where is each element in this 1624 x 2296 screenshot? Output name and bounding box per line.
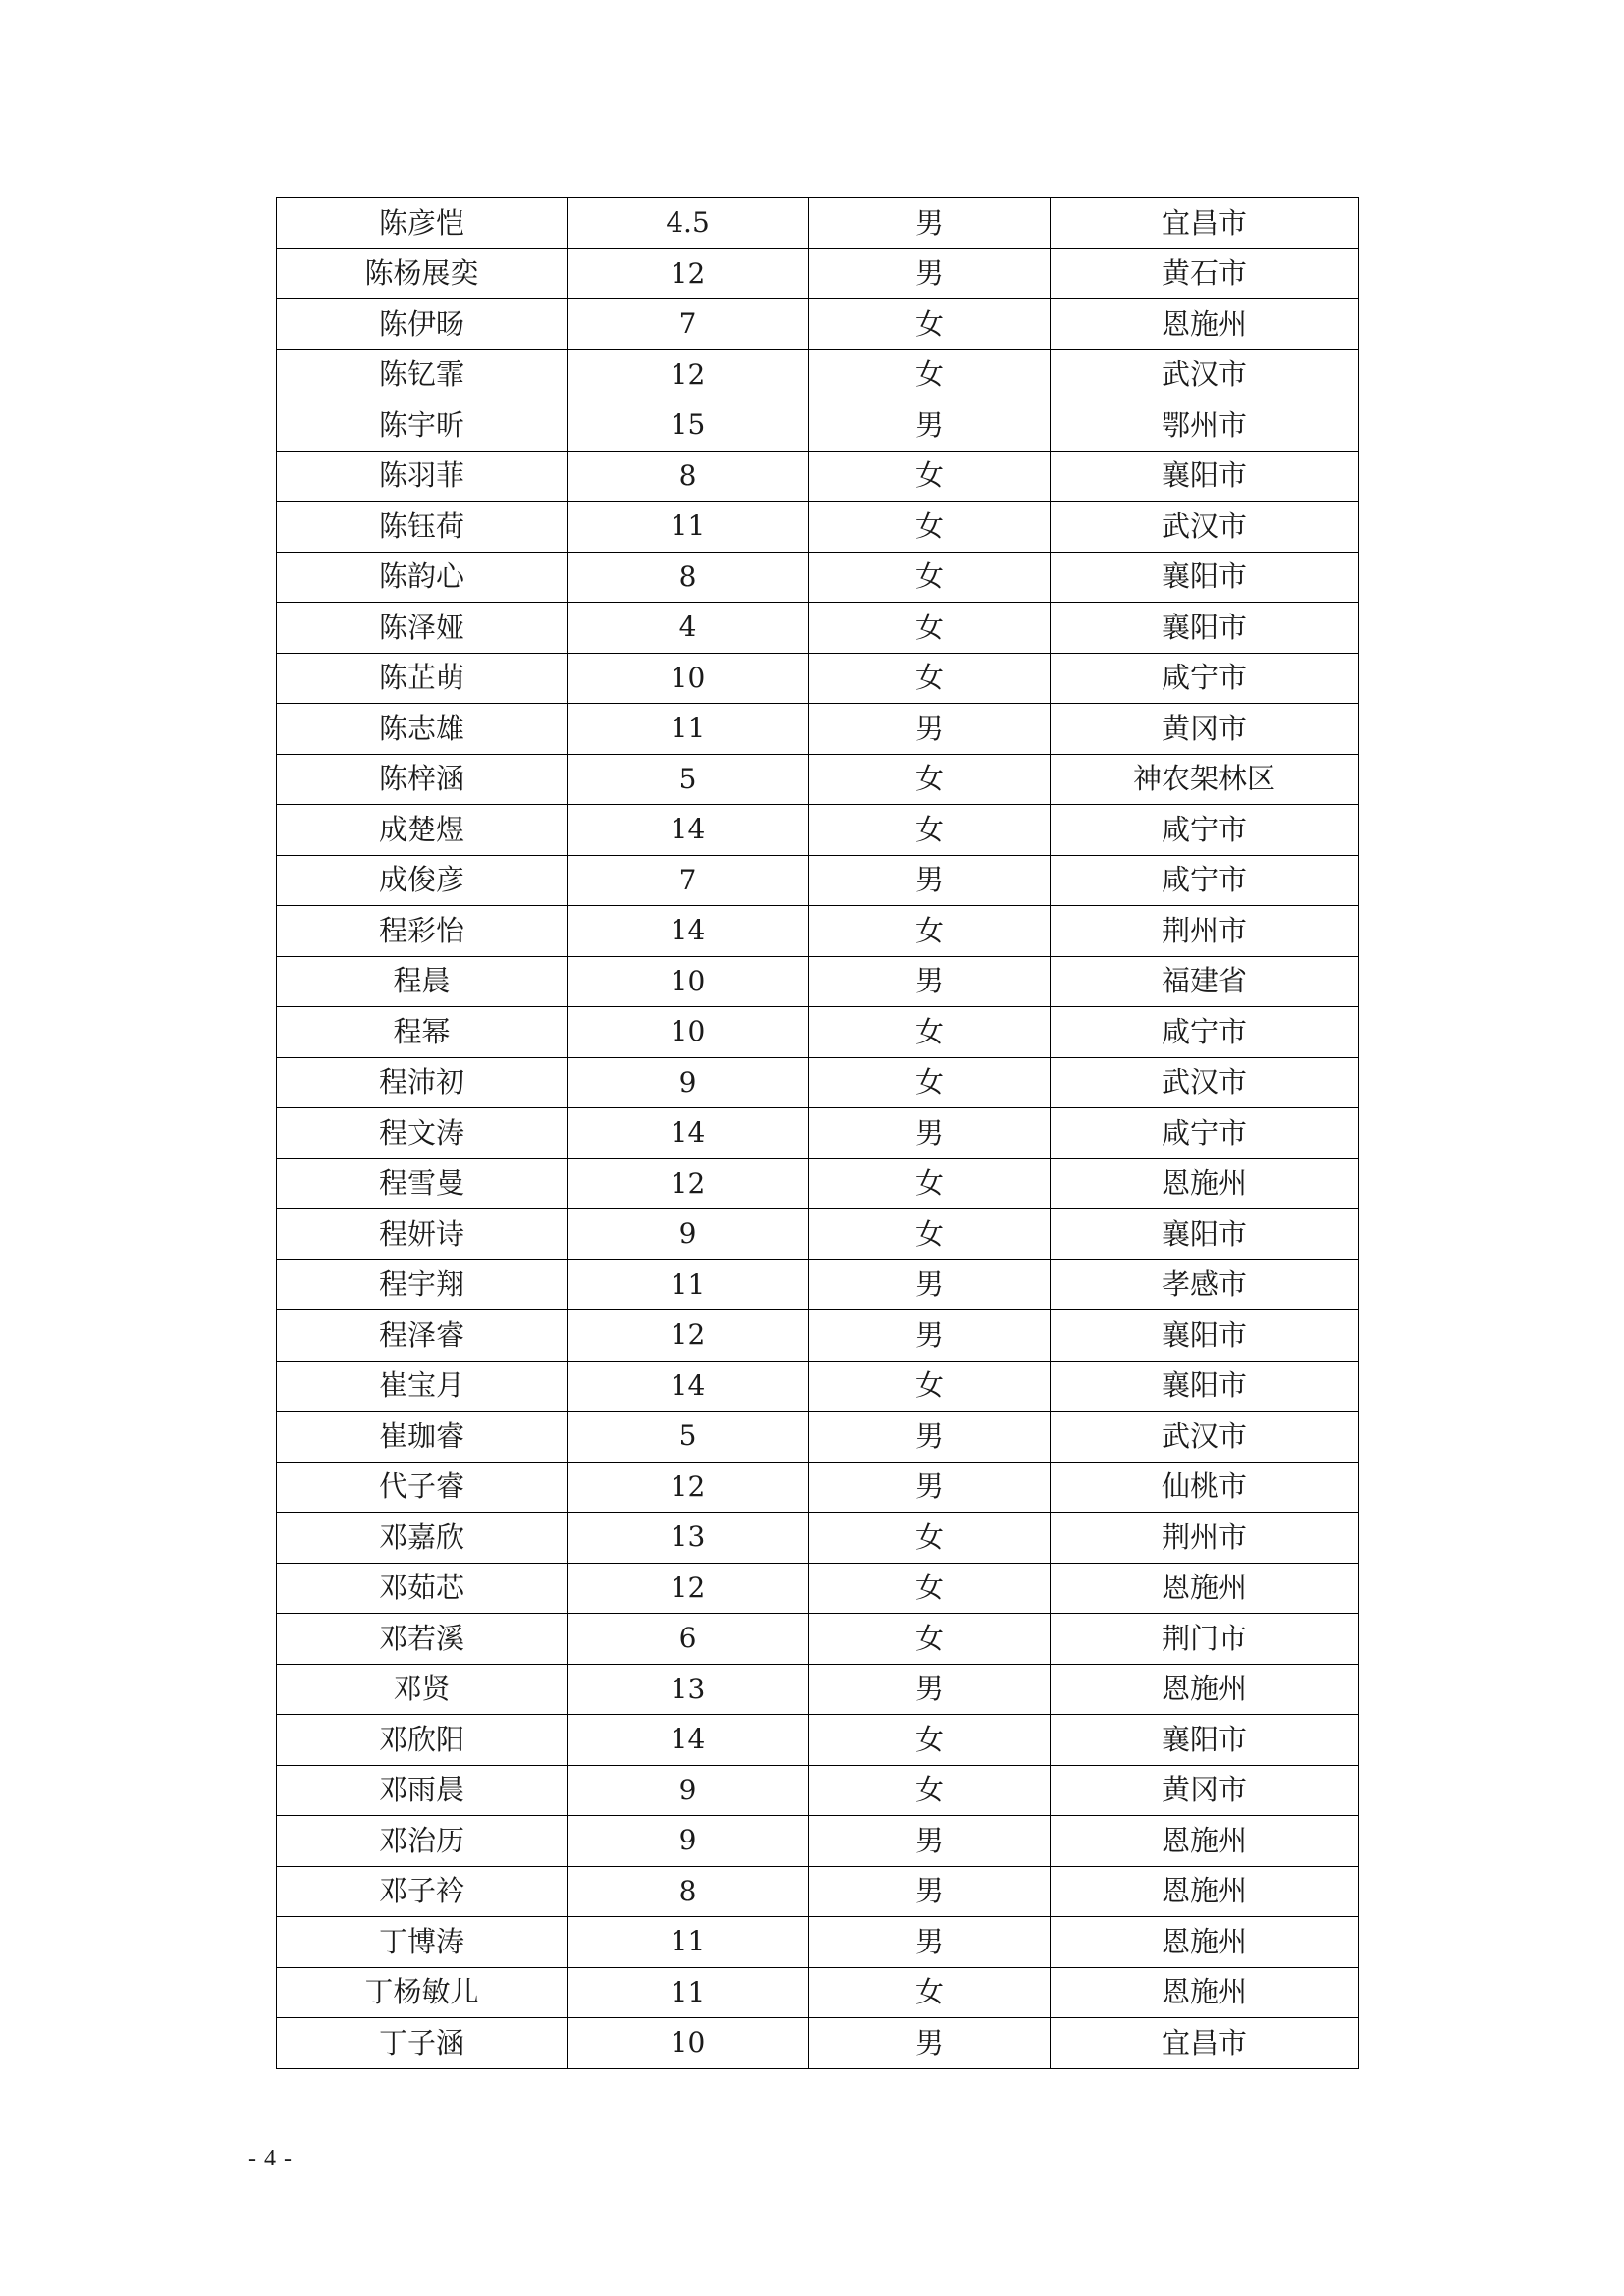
gender-cell: 女 [809,1361,1051,1412]
table-row [277,198,1359,249]
table-row [277,1310,1359,1362]
age-cell: 6 [568,1614,809,1665]
age-cell: 12 [568,1158,809,1209]
region-cell: 武汉市 [1051,1057,1359,1108]
gender-cell: 女 [809,1715,1051,1766]
region-cell: 武汉市 [1051,349,1359,400]
age-cell: 10 [568,956,809,1007]
name-cell: 邓欣阳 [277,1715,568,1766]
gender-cell: 女 [809,603,1051,654]
gender-cell: 男 [809,855,1051,906]
region-cell: 咸宁市 [1051,1007,1359,1058]
region-cell: 黄石市 [1051,248,1359,299]
region-cell: 福建省 [1051,956,1359,1007]
table-row [277,349,1359,400]
age-cell: 9 [568,1765,809,1816]
region-cell: 襄阳市 [1051,451,1359,502]
name-cell: 丁杨敏儿 [277,1967,568,2018]
age-cell: 12 [568,349,809,400]
age-cell: 13 [568,1513,809,1564]
gender-cell: 女 [809,299,1051,350]
age-cell: 7 [568,855,809,906]
region-cell: 宜昌市 [1051,198,1359,249]
table-row [277,1158,1359,1209]
gender-cell: 男 [809,1462,1051,1513]
name-cell: 陈钇霏 [277,349,568,400]
region-cell: 恩施州 [1051,1563,1359,1614]
age-cell: 10 [568,1007,809,1058]
region-cell: 恩施州 [1051,1917,1359,1968]
region-cell: 宜昌市 [1051,2018,1359,2069]
name-cell: 代子睿 [277,1462,568,1513]
age-cell: 11 [568,704,809,755]
gender-cell: 女 [809,1007,1051,1058]
table-row [277,2018,1359,2069]
region-cell: 襄阳市 [1051,1209,1359,1260]
name-cell: 成俊彦 [277,855,568,906]
name-cell: 陈彦恺 [277,198,568,249]
name-cell: 崔宝月 [277,1361,568,1412]
name-cell: 邓贤 [277,1664,568,1715]
region-cell: 恩施州 [1051,299,1359,350]
name-cell: 丁子涵 [277,2018,568,2069]
age-cell: 11 [568,1259,809,1310]
name-cell: 陈韵心 [277,552,568,603]
gender-cell: 女 [809,1563,1051,1614]
gender-cell: 男 [809,1866,1051,1917]
region-cell: 恩施州 [1051,1967,1359,2018]
roster-table-body [277,198,1359,2069]
name-cell: 成楚煜 [277,805,568,856]
name-cell: 程泽睿 [277,1310,568,1362]
gender-cell: 女 [809,451,1051,502]
region-cell: 恩施州 [1051,1158,1359,1209]
age-cell: 10 [568,2018,809,2069]
age-cell: 12 [568,1462,809,1513]
table-row [277,299,1359,350]
table-row [277,1412,1359,1463]
gender-cell: 女 [809,502,1051,553]
region-cell: 咸宁市 [1051,805,1359,856]
region-cell: 荆州市 [1051,906,1359,957]
age-cell: 5 [568,754,809,805]
name-cell: 程幂 [277,1007,568,1058]
gender-cell: 男 [809,1917,1051,1968]
name-cell: 陈志雄 [277,704,568,755]
age-cell: 14 [568,1361,809,1412]
region-cell: 荆门市 [1051,1614,1359,1665]
name-cell: 陈泽娅 [277,603,568,654]
age-cell: 14 [568,906,809,957]
name-cell: 程彩怡 [277,906,568,957]
table-row [277,1563,1359,1614]
region-cell: 襄阳市 [1051,1715,1359,1766]
table-row [277,1209,1359,1260]
name-cell: 陈羽菲 [277,451,568,502]
gender-cell: 男 [809,248,1051,299]
table-row [277,1361,1359,1412]
region-cell: 襄阳市 [1051,552,1359,603]
region-cell: 襄阳市 [1051,603,1359,654]
name-cell: 陈伊旸 [277,299,568,350]
name-cell: 程宇翔 [277,1259,568,1310]
age-cell: 8 [568,451,809,502]
age-cell: 10 [568,653,809,704]
region-cell: 荆州市 [1051,1513,1359,1564]
age-cell: 9 [568,1057,809,1108]
region-cell: 咸宁市 [1051,653,1359,704]
gender-cell: 男 [809,704,1051,755]
table-row [277,1007,1359,1058]
age-cell: 5 [568,1412,809,1463]
age-cell: 14 [568,1108,809,1159]
gender-cell: 男 [809,1412,1051,1463]
name-cell: 陈钰荷 [277,502,568,553]
table-row [277,552,1359,603]
table-row [277,1816,1359,1867]
roster-table [276,197,1359,2069]
age-cell: 11 [568,1967,809,2018]
region-cell: 孝感市 [1051,1259,1359,1310]
age-cell: 14 [568,805,809,856]
table-row [277,704,1359,755]
table-row [277,1462,1359,1513]
age-cell: 13 [568,1664,809,1715]
gender-cell: 女 [809,906,1051,957]
name-cell: 程沛初 [277,1057,568,1108]
table-row [277,754,1359,805]
table-row [277,400,1359,452]
age-cell: 11 [568,502,809,553]
age-cell: 8 [568,552,809,603]
region-cell: 襄阳市 [1051,1310,1359,1362]
gender-cell: 女 [809,349,1051,400]
name-cell: 程妍诗 [277,1209,568,1260]
table-row [277,1917,1359,1968]
age-cell: 15 [568,400,809,452]
gender-cell: 男 [809,1259,1051,1310]
region-cell: 恩施州 [1051,1866,1359,1917]
gender-cell: 女 [809,754,1051,805]
gender-cell: 女 [809,653,1051,704]
gender-cell: 男 [809,400,1051,452]
table-row [277,855,1359,906]
table-row [277,1866,1359,1917]
name-cell: 陈芷萌 [277,653,568,704]
gender-cell: 男 [809,198,1051,249]
gender-cell: 女 [809,1614,1051,1665]
gender-cell: 男 [809,1664,1051,1715]
name-cell: 邓茹芯 [277,1563,568,1614]
region-cell: 襄阳市 [1051,1361,1359,1412]
name-cell: 崔珈睿 [277,1412,568,1463]
age-cell: 7 [568,299,809,350]
age-cell: 9 [568,1816,809,1867]
region-cell: 黄冈市 [1051,704,1359,755]
age-cell: 12 [568,1310,809,1362]
region-cell: 神农架林区 [1051,754,1359,805]
region-cell: 仙桃市 [1051,1462,1359,1513]
gender-cell: 男 [809,2018,1051,2069]
region-cell: 恩施州 [1051,1816,1359,1867]
region-cell: 黄冈市 [1051,1765,1359,1816]
region-cell: 鄂州市 [1051,400,1359,452]
gender-cell: 女 [809,1967,1051,2018]
table-row [277,653,1359,704]
name-cell: 陈杨展奕 [277,248,568,299]
gender-cell: 女 [809,552,1051,603]
table-row [277,1765,1359,1816]
gender-cell: 男 [809,1816,1051,1867]
gender-cell: 女 [809,1057,1051,1108]
gender-cell: 女 [809,1209,1051,1260]
table-row [277,1108,1359,1159]
page-number: - 4 - [248,2146,293,2171]
name-cell: 邓子衿 [277,1866,568,1917]
gender-cell: 女 [809,1513,1051,1564]
name-cell: 邓若溪 [277,1614,568,1665]
age-cell: 12 [568,248,809,299]
age-cell: 4.5 [568,198,809,249]
table-row [277,1664,1359,1715]
table-row [277,1614,1359,1665]
gender-cell: 男 [809,956,1051,1007]
name-cell: 邓雨晨 [277,1765,568,1816]
age-cell: 4 [568,603,809,654]
table-row [277,248,1359,299]
table-row [277,805,1359,856]
table-row [277,1057,1359,1108]
name-cell: 程雪曼 [277,1158,568,1209]
table-row [277,1967,1359,2018]
table-row [277,451,1359,502]
table-row [277,1259,1359,1310]
name-cell: 邓嘉欣 [277,1513,568,1564]
region-cell: 咸宁市 [1051,1108,1359,1159]
age-cell: 11 [568,1917,809,1968]
region-cell: 恩施州 [1051,1664,1359,1715]
age-cell: 12 [568,1563,809,1614]
table-row [277,1715,1359,1766]
name-cell: 陈宇昕 [277,400,568,452]
table-row [277,502,1359,553]
gender-cell: 女 [809,805,1051,856]
name-cell: 丁博涛 [277,1917,568,1968]
name-cell: 程文涛 [277,1108,568,1159]
table-row [277,906,1359,957]
region-cell: 武汉市 [1051,1412,1359,1463]
table-row [277,1513,1359,1564]
name-cell: 陈梓涵 [277,754,568,805]
gender-cell: 女 [809,1765,1051,1816]
region-cell: 武汉市 [1051,502,1359,553]
region-cell: 咸宁市 [1051,855,1359,906]
gender-cell: 女 [809,1158,1051,1209]
name-cell: 邓治历 [277,1816,568,1867]
table-row [277,603,1359,654]
age-cell: 14 [568,1715,809,1766]
name-cell: 程晨 [277,956,568,1007]
age-cell: 8 [568,1866,809,1917]
age-cell: 9 [568,1209,809,1260]
gender-cell: 男 [809,1108,1051,1159]
table-row [277,956,1359,1007]
gender-cell: 男 [809,1310,1051,1362]
